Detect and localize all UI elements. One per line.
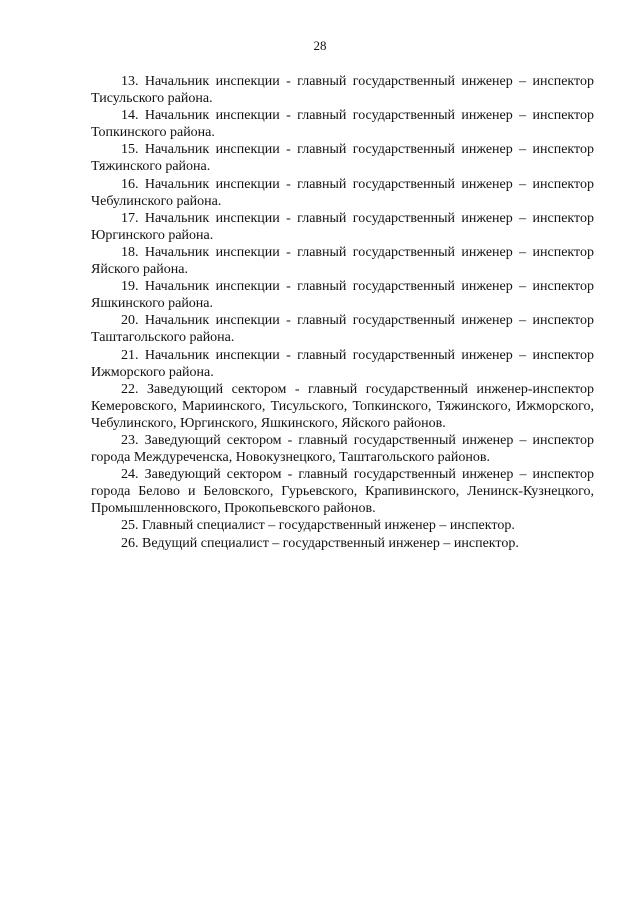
- list-item: 17. Начальник инспекции - главный государственный инженер – инспектор Юргинского района.: [91, 210, 594, 243]
- list-item: 15. Начальник инспекции - главный государственный инженер – инспектор Тяжинского района.: [91, 142, 594, 175]
- list-item: 13. Начальник инспекции - главный государственный инженер – инспектор Тисульского района.: [91, 74, 594, 107]
- list-item: 25. Главный специалист – государственный инженер – инспектор.: [121, 518, 515, 534]
- list-item: 14. Начальник инспекции - главный государственный инженер – инспектор Топкинского района.: [91, 108, 594, 141]
- list-item: 22. Заведующий сектором - главный государственный инженер-инспектор Кемеровского, Мариинского, Тисульского, Топкинского, Тяжинского, Ижморского, Чебулинского, Юргинского, Яшкинского, Яйского районов.: [91, 381, 594, 431]
- list-item: 21. Начальник инспекции - главный государственный инженер – инспектор Ижморского района.: [91, 347, 594, 380]
- list-item: 19. Начальник инспекции - главный государственный инженер – инспектор Яшкинского района.: [91, 279, 594, 312]
- list-item: 26. Ведущий специалист – государственный инженер – инспектор.: [121, 535, 519, 551]
- page-number: 28: [313, 38, 327, 53]
- list-item: 16. Начальник инспекции - главный государственный инженер – инспектор Чебулинского района.: [91, 176, 594, 209]
- document-body: [91, 73, 594, 552]
- list-item: 20. Начальник инспекции - главный государственный инженер – инспектор Таштагольского района.: [91, 313, 594, 346]
- list-item: 24. Заведующий сектором - главный государственный инженер – инспектор города Белово и Беловского, Гурьевского, Крапивинского, Ленинск-Кузнецкого, Промышленновского, Прокопьевского районов.: [91, 467, 594, 517]
- list-item: 23. Заведующий сектором - главный государственный инженер – инспектор города Междуреченска, Новокузнецкого, Таштагольского районов.: [91, 432, 594, 466]
- list-item: 18. Начальник инспекции - главный государственный инженер – инспектор Яйского района.: [91, 244, 594, 278]
